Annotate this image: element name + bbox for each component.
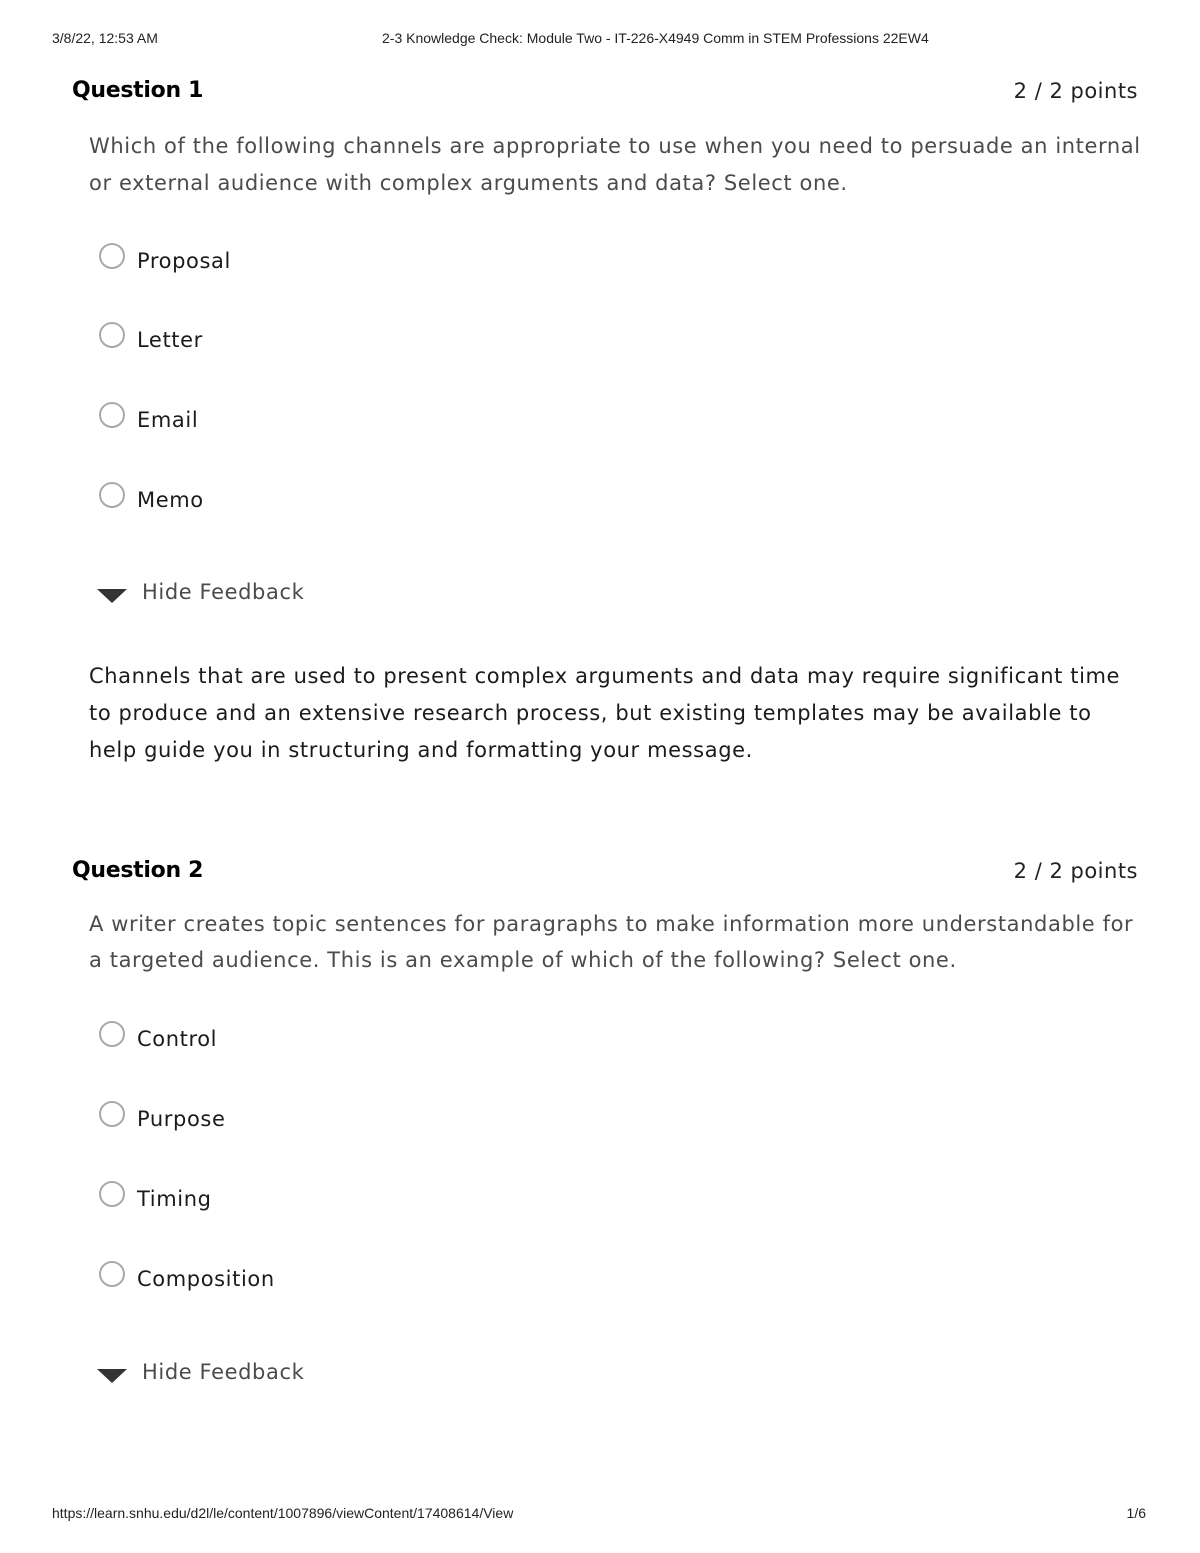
radio-unselected-icon[interactable] — [99, 243, 125, 269]
print-url: https://learn.snhu.edu/d2l/le/content/1007896/viewContent/17408614/View — [52, 1505, 514, 1521]
feedback-toggle-label: Hide Feedback — [142, 580, 305, 604]
question-title: Question 2 — [72, 858, 204, 883]
radio-unselected-icon[interactable] — [99, 1181, 125, 1207]
print-header — [0, 30, 1200, 50]
print-date: 3/8/22, 12:53 AM — [52, 30, 158, 46]
option-label: Timing — [137, 1187, 212, 1211]
radio-unselected-icon[interactable] — [99, 1021, 125, 1047]
radio-unselected-icon[interactable] — [99, 482, 125, 508]
print-footer — [0, 1505, 1200, 1525]
feedback-text: Channels that are used to present complex arguments and data may require significant time to produce and an extensive research process, but existing templates may be available to help guide you in structuring and formatting your message. — [89, 664, 1121, 762]
question-points: 2 / 2 points — [1013, 79, 1138, 103]
question-prompt: A writer creates topic sentences for paragraphs to make information more understandable for a targeted audience. This is an example of which of the following? Select one. — [89, 912, 1134, 972]
page-number: 1/6 — [1126, 1505, 1146, 1521]
caret-down-icon — [97, 1369, 127, 1383]
option-label: Control — [137, 1027, 218, 1051]
question-title: Question 1 — [72, 78, 204, 103]
caret-down-icon — [97, 589, 127, 603]
question-prompt: Which of the following channels are appropriate to use when you need to persuade an internal or external audience with complex arguments and data? Select one. — [89, 134, 1141, 195]
radio-unselected-icon[interactable] — [99, 1261, 125, 1287]
option-label: Email — [137, 408, 199, 432]
option-label: Composition — [137, 1267, 275, 1291]
radio-unselected-icon[interactable] — [99, 402, 125, 428]
feedback-toggle-label: Hide Feedback — [142, 1360, 305, 1384]
print-page-title: 2-3 Knowledge Check: Module Two - IT-226-X4949 Comm in STEM Professions 22EW4 — [382, 30, 929, 46]
option-label: Letter — [137, 328, 203, 352]
radio-unselected-icon[interactable] — [99, 322, 125, 348]
option-label: Purpose — [137, 1107, 226, 1131]
radio-unselected-icon[interactable] — [99, 1101, 125, 1127]
question-points: 2 / 2 points — [1013, 859, 1138, 883]
option-label: Proposal — [137, 249, 231, 273]
option-label: Memo — [137, 488, 204, 512]
